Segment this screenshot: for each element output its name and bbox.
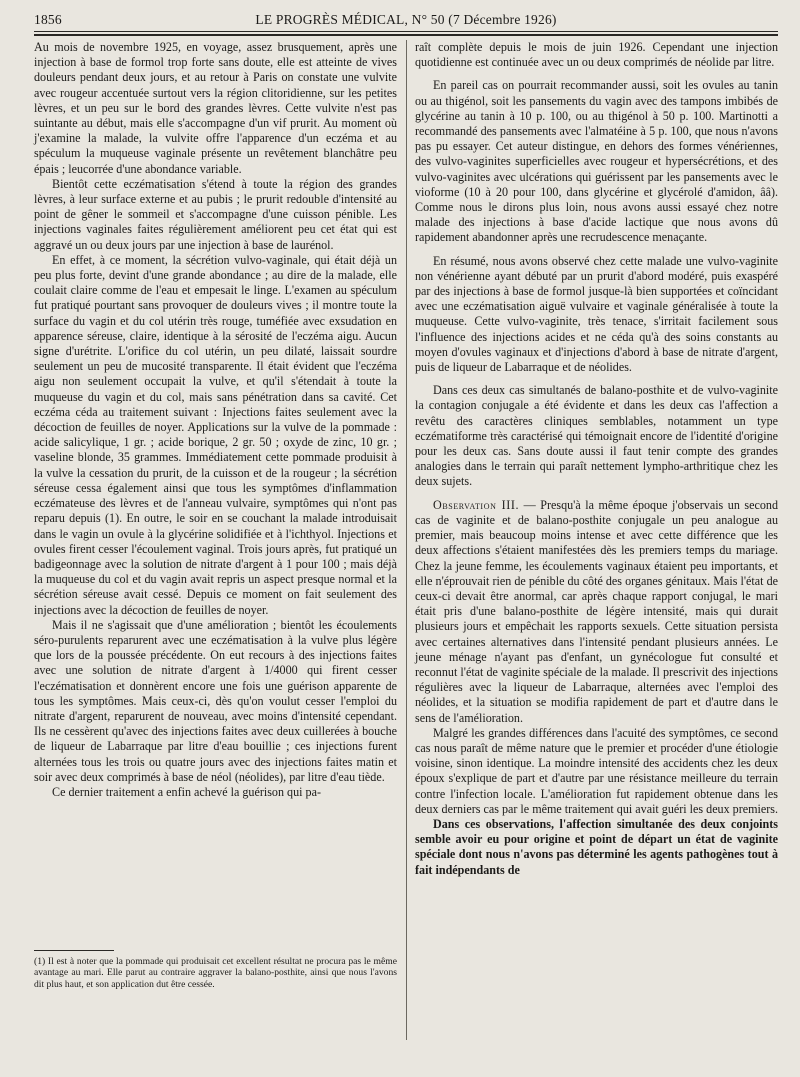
right-paragraph-3: En résumé, nous avons observé chez cette malade une vulvo-vaginite non vénérienne ayant débuté par un prurit d'abord modéré, puis exaspéré par des injections à base de formol jusque-là bien supportées et coïncidant avec une eczématisation aiguë vulvaire et vaginale généralisée à toute la muqueuse. Cette vulvo-vaginite, très tenace, s'irritait facilement sous l'influence des injections acides et ne céda qu'à des soins constants au moyen d'ovules vaginaux et d'injections d'abord à base de nitrate d'argent, puis de liqueur de Labarraque et de néolides. — [415, 253, 778, 375]
footnote: (1) Il est à noter que la pommade qui produisait cet excellent résultat ne procura pas le même avantage au mari. Elle parut au contraire aggraver la balano-posthite, ainsi que nous l'avons dit plus haut, et son application dut être cessée. — [34, 956, 397, 990]
left-paragraph-1: Au mois de novembre 1925, en voyage, assez brusquement, après une injection à base de formol trop forte sans doute, elle est atteinte de vives douleurs pendant deux jours, et au retour à Paris on constate une vulvite avec rougeur accentuée surtout vers la région clitoridienne, sur les petites lèvres, et un peu sur le bord des grandes lèvres. Cette vulvite n'est pas suintante au début, mais elle s'accompagne d'un vif prurit. Au moment où j'examine la malade, la vulvite offre l'apparence d'un eczéma et au spéculum la muqueuse vaginale présente un revêtement blanchâtre peu épais ; leucorrée d'une abondance variable. — [34, 40, 397, 176]
running-title: LE PROGRÈS MÉDICAL, N° 50 (7 Décembre 1926) — [255, 12, 557, 27]
right-paragraph-4: Dans ces deux cas simultanés de balano-posthite et de vulvo-vaginite la contagion conjugale a été évidente et dans les deux cas l'affection a revêtu des caractères cliniques semblables, notamment un type eczématiforme très caractérisé qui témoignait encore de l'identité d'origine pour les deux cas. Sans doute aussi il faut tenir compte des grandes analogies dans le terrain qui paraît nettement lympho-arthritique chez les deux sujets. — [415, 383, 778, 489]
page-number: 1856 — [34, 12, 62, 27]
left-paragraph-4: Mais il ne s'agissait que d'une amélioration ; bientôt les écoulements séro-purulents reparurent avec une eczématisation à la vulve plus légère que lors de la poussée précédente. On eut recours à des injections faites avec une solution de nitrate d'argent à 1/4000 qui firent cesser l'eczématisation et donnèrent encore une fois une guérison apparente de tous les symptômes. Mais ceux-ci, dès qu'on voulut cesser l'emploi du nitrate d'argent, reparurent de nouveau, avec moins d'intensité cependant. Ils ne cessèrent qu'avec des injections faites avec deux cuillerées à bouche de liqueur de Labarraque par litre d'eau bouillie ; ces injections furent alternées tous les trois ou quatre jours avec des injections faites matin et soir avec deux comprimés à base de néol (néolides), par litre d'eau tiède. — [34, 617, 397, 784]
right-paragraph-7: Dans ces observations, l'affection simultanée des deux conjoints semble avoir eu pour origine et point de départ un état de vaginite spéciale dont nous n'avons pas déterminé les agents pathogènes tout à fait indépendants de — [415, 816, 778, 877]
left-paragraph-3: En effet, à ce moment, la sécrétion vulvo-vaginale, qui était déjà un peu plus forte, devint d'une grande abondance ; au dire de la malade, elle coulait claire comme de l'eau et empesait le linge. L'examen au spéculum fut pratiqué pourtant sans provoquer de douleurs vives ; il montre toute la surface du vagin et du col utérin très rouge, tuméfiée avec exsudation en apparence séreuse, claire, identique à la sérosité de l'eczéma aigu. Aucun signe d'urétrite. L'orifice du col utérin, un peu dilaté, laissait sourdre seulement un peu de mucosité transparente. Il était évident que l'eczéma aigu non seulement occupait la vulve, et qu'il s'étendait à toute la muqueuse du vagin et du col, mais sans pénétration dans sa cavité. Cet eczéma céda au traitement suivant : Injections faites seulement avec la décoction de feuilles de noyer. Applications sur la vulve de la pommade : acide salicylique, 1 gr. ; acide borique, 2 gr. 50 ; oxyde de zinc, 10 gr. ; vaseline blonde, 35 grammes. Immédiatement cette pommade produisit à la vulve la cessation du prurit, de la cuisson et de la rougeur ; la sécrétion séreuse cessa également ainsi que tous les symptômes d'inflammation eczémateuse des lèvres et de l'anneau vulvaire, symptômes qui n'ont pas reparu depuis (1). En outre, le soir en se couchant la malade introduisait dans le vagin un ovule à la glycérine solidifiée et à l'ichthyol. Injections et ovules firent cesser l'écoulement vaginal. Trois jours après, fut pratiqué un badigeonnage avec la solution de nitrate d'argent à 1 pour 100 ; mais déjà la muqueuse du col et du vagin avait repris un aspect presque normal et la sécrétion séreuse avait cessé. Depuis ce moment on fait seulement des injections avec la décoction de feuilles de noyer. — [34, 252, 397, 617]
observation-paragraph — [415, 498, 778, 726]
column-divider — [406, 40, 407, 1040]
observation-label: Observation III. — [433, 497, 520, 512]
left-paragraph-2: Bientôt cette eczématisation s'étend à toute la région des grandes lèvres, à leur surface externe et au pubis ; le prurit redouble d'intensité au point de gêner le sommeil et s'accompagne d'une cuisson pénible. Les injections vaginales faites régulièrement améliorent peu cet état qui est aggravé un ou deux jours par une injection à base de laurénol. — [34, 176, 397, 252]
right-paragraph-6: Malgré les grandes différences dans l'acuité des symptômes, ce second cas nous paraît de même nature que le premier et procéder d'une étiologie voisine, sinon identique. La moindre intensité des accidents chez les deux époux s'explique de part et d'autre par une résistance meilleure du terrain contre l'infection locale. L'amélioration fut rapidement obtenue dans les deux derniers cas par le même traitement qui avait guéri les deux premiers. — [415, 725, 779, 816]
observation-text: — Presqu'à la même époque j'observais un second cas de vaginite et de balano-posthite conjugale un peu analogue au premier, mais beaucoup moins intense et avec cette différence que les deux affections s'étaient manifestées dès les premiers temps du mariage. Chez la jeune femme, les écoulements vaginaux étaient peu importants, et elle n'éprouvait rien de pénible du côté des organes génitaux. Mais l'état de ceux-ci devait être anormal, car après chaque rapport conjugal, le mari était pris d'une balano-posthite de légère intensité, mais qui durait plusieurs jours et empêchait les rapports sexuels. Cette situation persista avec certaines alternatives dans l'intensité pendant plusieurs années. Le jeune ménage n'ayant pas d'enfant, un gynécologue fut consulté et reconnut l'état de vaginite spéciale de la malade. Il prescrivit des injections régulières avec la liqueur de Labarraque, alternées avec l'emploi des néolides, et la situation se modifia rapidement de part et d'autre dans le sens de l'amélioration. — [415, 497, 779, 725]
right-column — [415, 40, 778, 878]
header-rule — [34, 31, 778, 32]
right-paragraph-2: En pareil cas on pourrait recommander aussi, soit les ovules au tanin ou au thigénol, soit les pansements du vagin avec des tampons imbibés de glycérine au tanin à 10 p. 100, ou au thigénol à 50 p. 100. Martinotti a recommandé des pansements avec l'almatéine à 5 p. 100, que nous n'avons pas pu essayer. Cet auteur distingue, en dehors des formes vénériennes, des vulvo-vaginites superficielles avec rougeur et hypersécrétions, et des vulvo-vaginites avec ulcérations qui guérissent par les pansements avec le vioforme (10 à 20 pour 100, dans glycérine et glycérolé d'amidon, ââ). Comme nous le dirons plus loin, nous avons aussi essayé chez notre malade des injections à base d'acide lactique que nous avons dû rapidement abandonner après une recrudescence menaçante. — [415, 78, 778, 245]
header-rule-thick — [34, 34, 778, 36]
right-paragraph-1: raît complète depuis le mois de juin 1926. Cependant une injection quotidienne est continuée avec un ou deux comprimés de néolide par litre. — [415, 40, 778, 70]
left-paragraph-5: Ce dernier traitement a enfin achevé la guérison qui pa- — [52, 784, 321, 799]
left-column — [34, 40, 397, 800]
footnote-rule — [34, 950, 114, 951]
